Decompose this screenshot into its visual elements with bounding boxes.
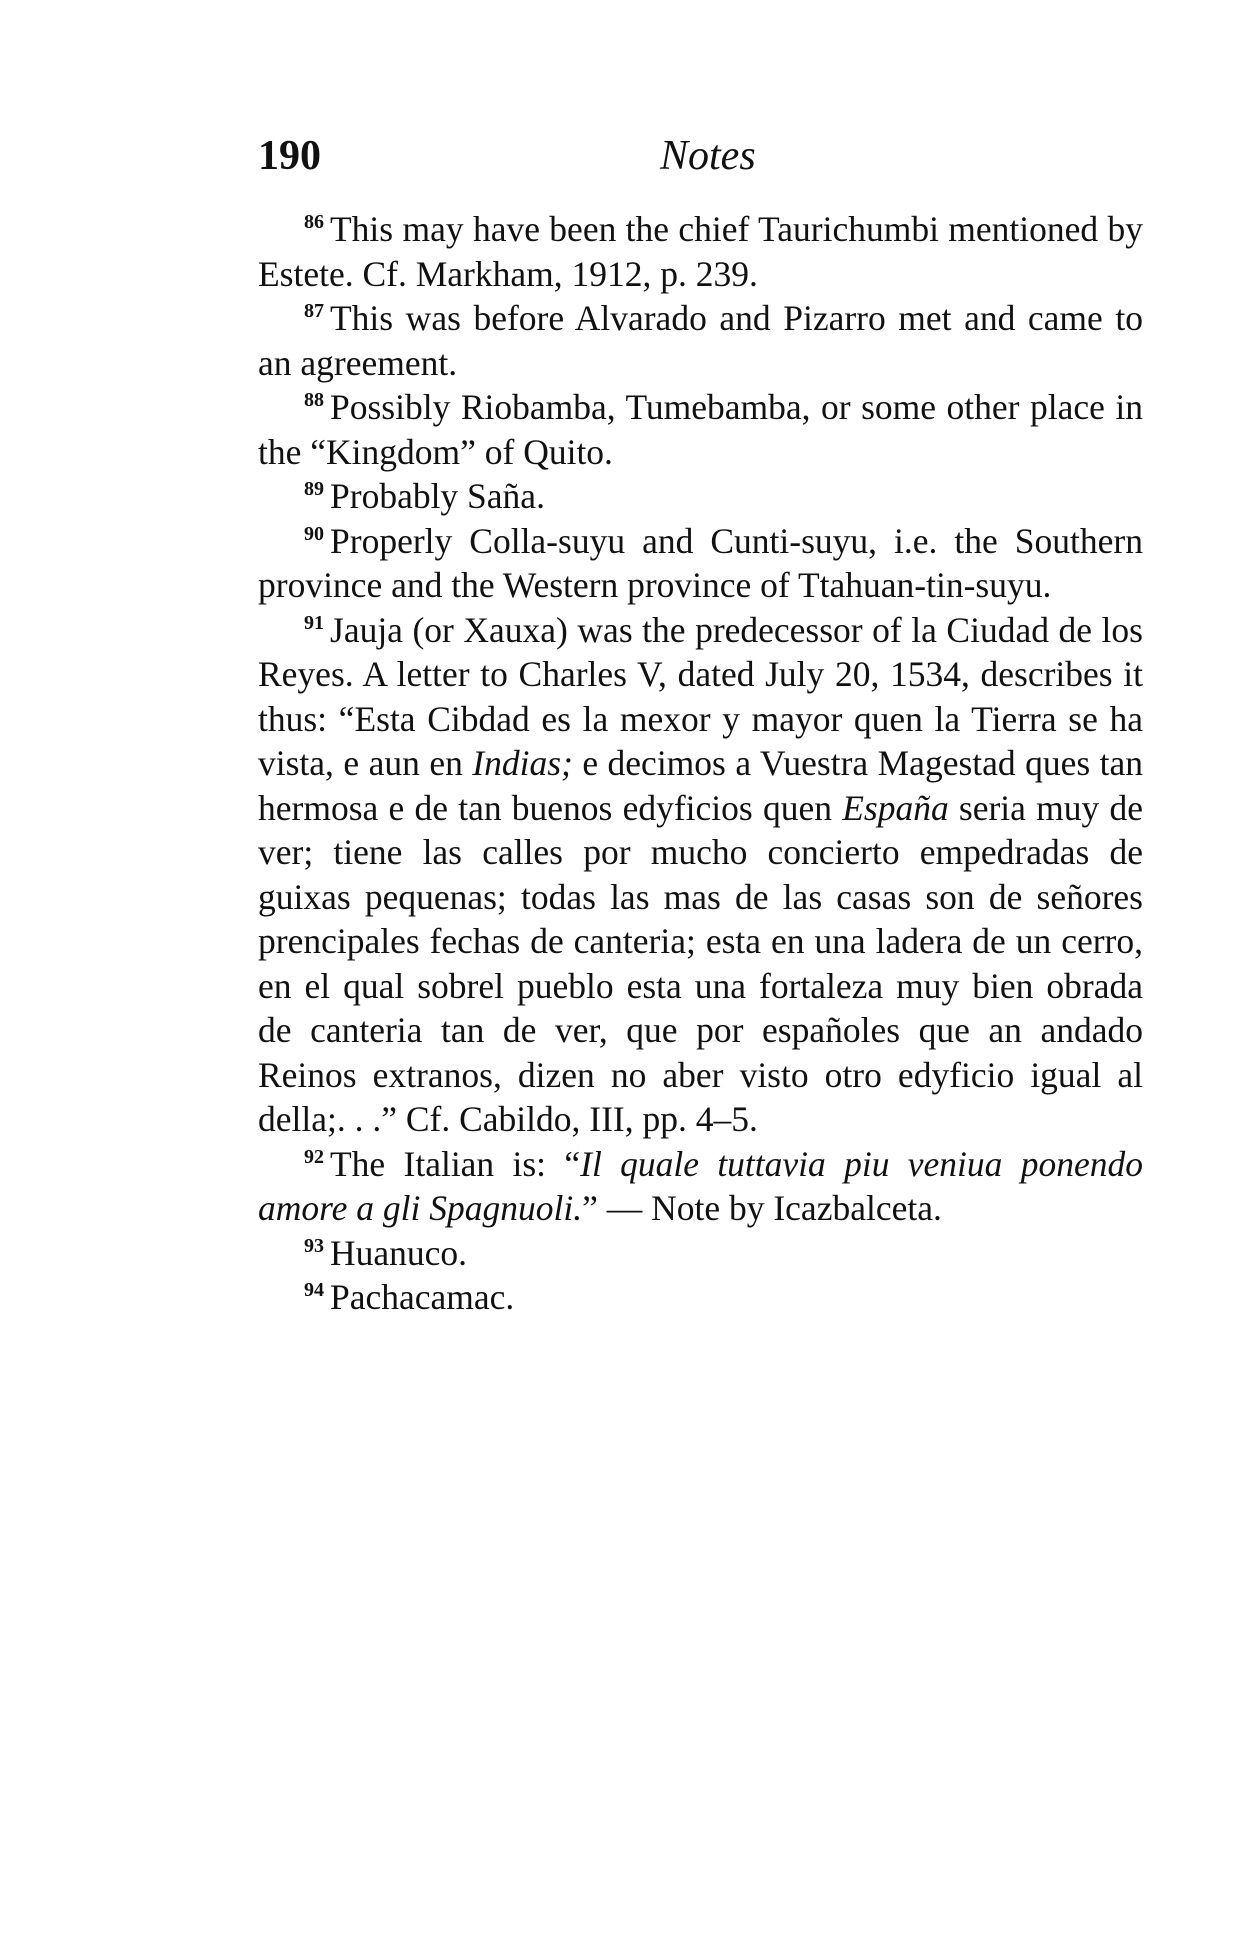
endnote-86 <box>258 207 1143 296</box>
endnote-89 <box>258 474 1143 519</box>
endnote-94 <box>258 1275 1143 1320</box>
note-text: seria muy de ver; tiene las calles por mucho concierto empedradas de guixas pequenas; todas las mas de las casas son de señores prencipales fechas de canteria; esta en una ladera de un cerro, en el qual sobrel pueblo esta una fortaleza muy bien obrada de canteria tan de ver, que por españoles que an andado Reinos extranos, dizen no aber visto otro edyficio igual al della;. . .” Cf. Cabildo, III, pp. 4–5. <box>258 787 1143 1139</box>
endnote-90 <box>258 519 1143 608</box>
note-number: 92 <box>304 1145 324 1168</box>
page-header <box>258 132 1158 192</box>
note-text: Jauja (or Xauxa) was the predecessor of la Ciudad de los Reyes. A letter to Charles V, dated July 20, 1534, describes it thus: “Esta Cibdad es la mexor y mayor quen la Tierra se ha vista, e aun en <box>258 609 1143 783</box>
running-title: Notes <box>660 133 756 179</box>
note-text: The Italian is: “ <box>330 1143 581 1184</box>
endnote-91 <box>258 608 1143 1142</box>
page-number: 190 <box>258 133 321 179</box>
note-number: 88 <box>304 389 324 412</box>
note-number: 91 <box>304 611 324 634</box>
note-text-italic: Indias; <box>472 743 573 783</box>
note-number: 93 <box>304 1234 324 1257</box>
note-number: 90 <box>304 522 324 545</box>
note-text: Probably Saña. <box>330 476 545 516</box>
endnotes-list <box>258 207 1143 1320</box>
note-number: 89 <box>304 478 324 501</box>
note-text: e decimos a Vuestra Magestad ques tan hermosa e de tan buenos edyficios quen <box>258 743 1143 828</box>
note-text-italic: España <box>842 787 949 828</box>
note-text: Huanuco. <box>330 1232 468 1273</box>
note-text: This was before Alvarado and Pizarro met and came to an agreement. <box>258 298 1143 383</box>
note-text: Properly Colla-suyu and Cunti-suyu, i.e. the Southern province and the Western province of Ttahuan-tin-suyu. <box>258 520 1143 605</box>
note-number: 87 <box>304 300 324 323</box>
endnote-92 <box>258 1142 1143 1231</box>
endnote-87 <box>258 296 1143 385</box>
note-text: ” — Note by Icazbalceta. <box>582 1188 942 1228</box>
note-text: Possibly Riobamba, Tumebamba, or some other place in the “Kingdom” of Quito. <box>258 387 1143 472</box>
note-text: This may have been the chief Taurichumbi mentioned by Estete. Cf. Markham, 1912, p. 239. <box>258 209 1143 294</box>
note-number: 86 <box>304 211 324 234</box>
note-text: Pachacamac. <box>330 1277 515 1317</box>
note-number: 94 <box>304 1279 324 1302</box>
endnote-88 <box>258 385 1143 474</box>
note-text-italic: Il quale tuttavia piu veniua ponendo amore a gli Spagnuoli. <box>258 1143 1143 1228</box>
endnote-93 <box>258 1231 1143 1276</box>
